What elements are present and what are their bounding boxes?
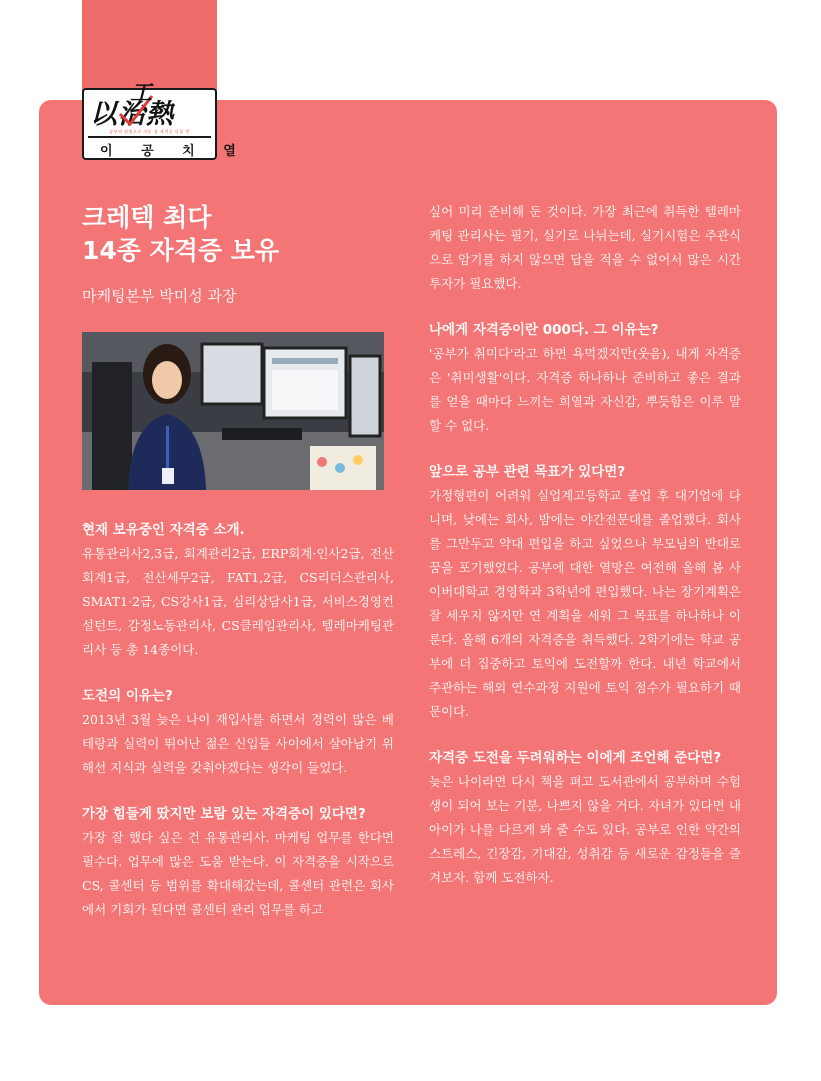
title-line-1: 크레텍 최다: [82, 203, 212, 232]
left-column: [82, 518, 394, 922]
question-heading: 가장 힘들게 땄지만 보람 있는 자격증이 있다면?: [82, 806, 366, 822]
qa-block-6: [429, 746, 741, 890]
answer-text: 가정형편이 어려워 실업계고등학교 졸업 후 대기업에 다니며, 낮에는 회사, 밤에는 야간전문대를 졸업했다. 회사를 그만두고 약대 편입을 하고 싶었으나 부모님의 반대로 꿈을 포기했었다. 공부에 대한 열망은 여전해 올해 봄 사이버대학교 경영학과 3학년에 편입했다. 나는 장기계획은 잘 세우지 않지만 연 계획을 세워 그 목표를 하나하나 이룬다. 올해 6개의 자격증을 취득했다. 2학기에는 학교 공부에 더 집중하고 토익에 도전할까 한다. 내년 학교에서 주관하는 해외 연수과정 지원에 토익 점수가 필요하기 때문이다.: [429, 488, 741, 719]
question-heading: 앞으로 공부 관련 목표가 있다면?: [429, 464, 626, 480]
logo-hanja-accent: 工: [130, 80, 153, 106]
question-heading: 나에게 자격증이란 000다. 그 이유는?: [429, 322, 659, 338]
continued-answer-text: 싶어 미리 준비해 둔 것이다. 가장 최근에 취득한 텔레마케팅 관리사는 필기, 실기로 나뉘는데, 실기시험은 주관식으로 암기를 하지 않으면 답을 적을 수 없어서 많은 시간 투자가 필요했다.: [429, 204, 741, 291]
author-photo: [82, 332, 384, 490]
qa-block-5: [429, 460, 741, 724]
qa-block-4: [429, 318, 741, 438]
column-logo: [82, 80, 248, 160]
logo-hanja: 以治熱: [90, 92, 210, 130]
answer-text: 늦은 나이라면 다시 책을 펴고 도서관에서 공부하며 수험생이 되어 보는 기분, 나쁘지 않을 거다. 자녀가 있다면 내 아이가 나를 다르게 봐 줄 수도 있다. 공부로 인한 약간의 스트레스, 긴장감, 기대감, 성취감 등 새로운 감정들을 즐겨보자. 함께 도전하자.: [429, 774, 741, 885]
logo-korean: 이 공 치 열: [100, 144, 248, 159]
right-column: [429, 200, 741, 890]
answer-text: 유통관리사2,3급, 회계관리2급, ERP회계·인사2급, 전산회계1급, 전산세무2급, FAT1,2급, CS리더스관리사, SMAT1·2급, CS강사1급, 심리상담사1급, 서비스경영컨설턴트, 감정노동관리사, CS클레임관리사, 텔레마케팅관리사 등 총 14종이다.: [82, 546, 394, 657]
article-title: [82, 201, 402, 267]
office-photo-illustration: [82, 332, 384, 490]
question-heading: 현재 보유중인 자격증 소개.: [82, 522, 245, 538]
author-line: 마케팅본부 박미성 과장: [82, 287, 237, 305]
logo-tagline: 공부의 열정으로 이룬 꿈 자격증 다섯 번: [109, 129, 190, 134]
logo-divider: [88, 136, 211, 138]
question-heading: 자격증 도전을 두려워하는 이에게 조언해 준다면?: [429, 750, 722, 766]
qa-block-1: [82, 518, 394, 662]
title-line-2: 14종 자격증 보유: [82, 236, 280, 265]
answer-text: '공부가 취미다'라고 하면 욕먹겠지만(웃음), 내게 자격증은 '취미생활'이다. 자격증 하나하나 준비하고 좋은 결과를 얻을 때마다 느끼는 희열과 자신감, 뿌듯함은 이루 말할 수 없다.: [429, 346, 741, 433]
qa-block-2: [82, 684, 394, 780]
qa-block-3: [82, 802, 394, 922]
answer-text: 가장 잘 했다 싶은 건 유통관리사. 마케팅 업무를 한다면 필수다. 업무에 많은 도움 받는다. 이 자격증을 시작으로 CS, 콜센터 등 범위를 확대해갔는데, 콜센터 관련은 회사에서 기회가 된다면 콜센터 관리 업무를 하고: [82, 830, 394, 917]
answer-text: 2013년 3월 늦은 나이 재입사를 하면서 경력이 많은 베테랑과 실력이 뛰어난 젊은 신입들 사이에서 살아남기 위해선 지식과 실력을 갖춰야겠다는 생각이 들었다.: [82, 712, 394, 775]
question-heading: 도전의 이유는?: [82, 688, 173, 704]
